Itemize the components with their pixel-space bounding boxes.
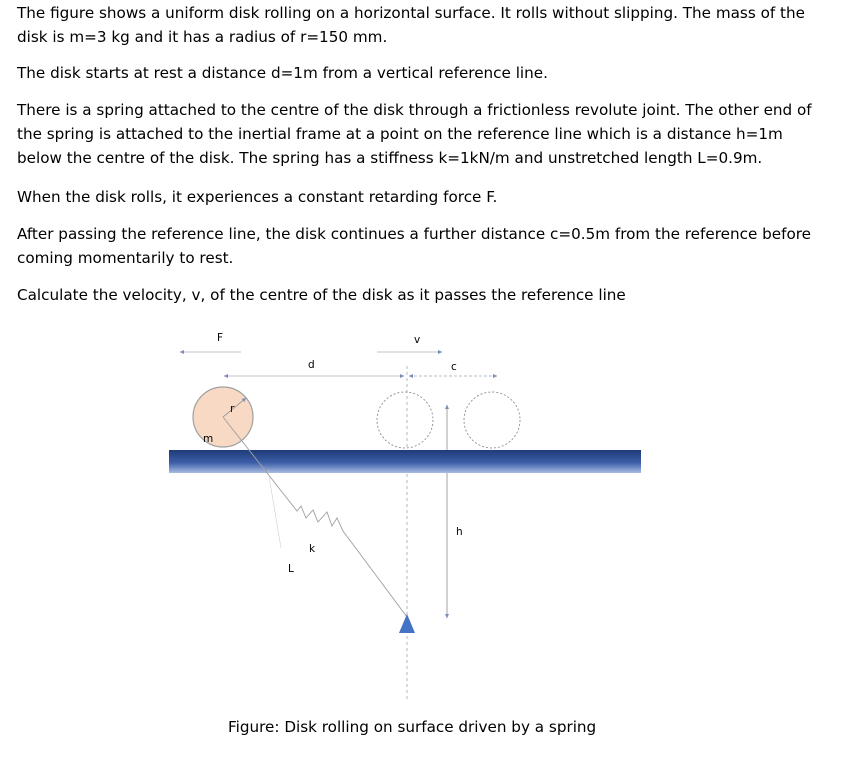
problem-paragraph-1: The figure shows a uniform disk rolling on a horizontal surface. It rolls without slipping. The mass of the disk is m=3 kg and it has a radius of r=150 mm.	[17, 4, 805, 46]
disk-at-reference	[377, 392, 433, 448]
radius-label: r	[230, 403, 235, 415]
figure-caption: Figure: Disk rolling on surface driven by a spring	[228, 718, 597, 736]
distance-d-label: d	[308, 359, 315, 371]
length-l-label: L	[288, 563, 294, 575]
problem-paragraph-2: The disk starts at rest a distance d=1m from a vertical reference line.	[17, 64, 548, 82]
disk-at-rest-position	[464, 392, 520, 448]
spring	[223, 417, 407, 617]
mass-label: m	[203, 433, 214, 445]
spring-pivot	[399, 614, 415, 633]
problem-paragraph-5: After passing the reference line, the disk continues a further distance c=0.5m from the reference before coming momentarily to rest.	[17, 225, 811, 267]
force-label: F	[217, 332, 224, 344]
stiffness-label: k	[309, 543, 316, 555]
height-h-label: h	[456, 526, 463, 538]
ground-surface	[169, 450, 641, 473]
problem-paragraph-3: There is a spring attached to the centre of the disk through a frictionless revolute joint. The other end of the spring is attached to the inertial frame at a point on the reference line which is a distance h=1m below the centre of the disk. The spring has a stiffness k=1kN/m and unstretched length L=0.9m.	[17, 101, 812, 167]
velocity-label: v	[414, 334, 421, 346]
problem-question: Calculate the velocity, v, of the centre of the disk as it passes the reference line	[17, 286, 626, 304]
problem-paragraph-4: When the disk rolls, it experiences a constant retarding force F.	[17, 188, 498, 206]
distance-c-label: c	[451, 361, 457, 373]
